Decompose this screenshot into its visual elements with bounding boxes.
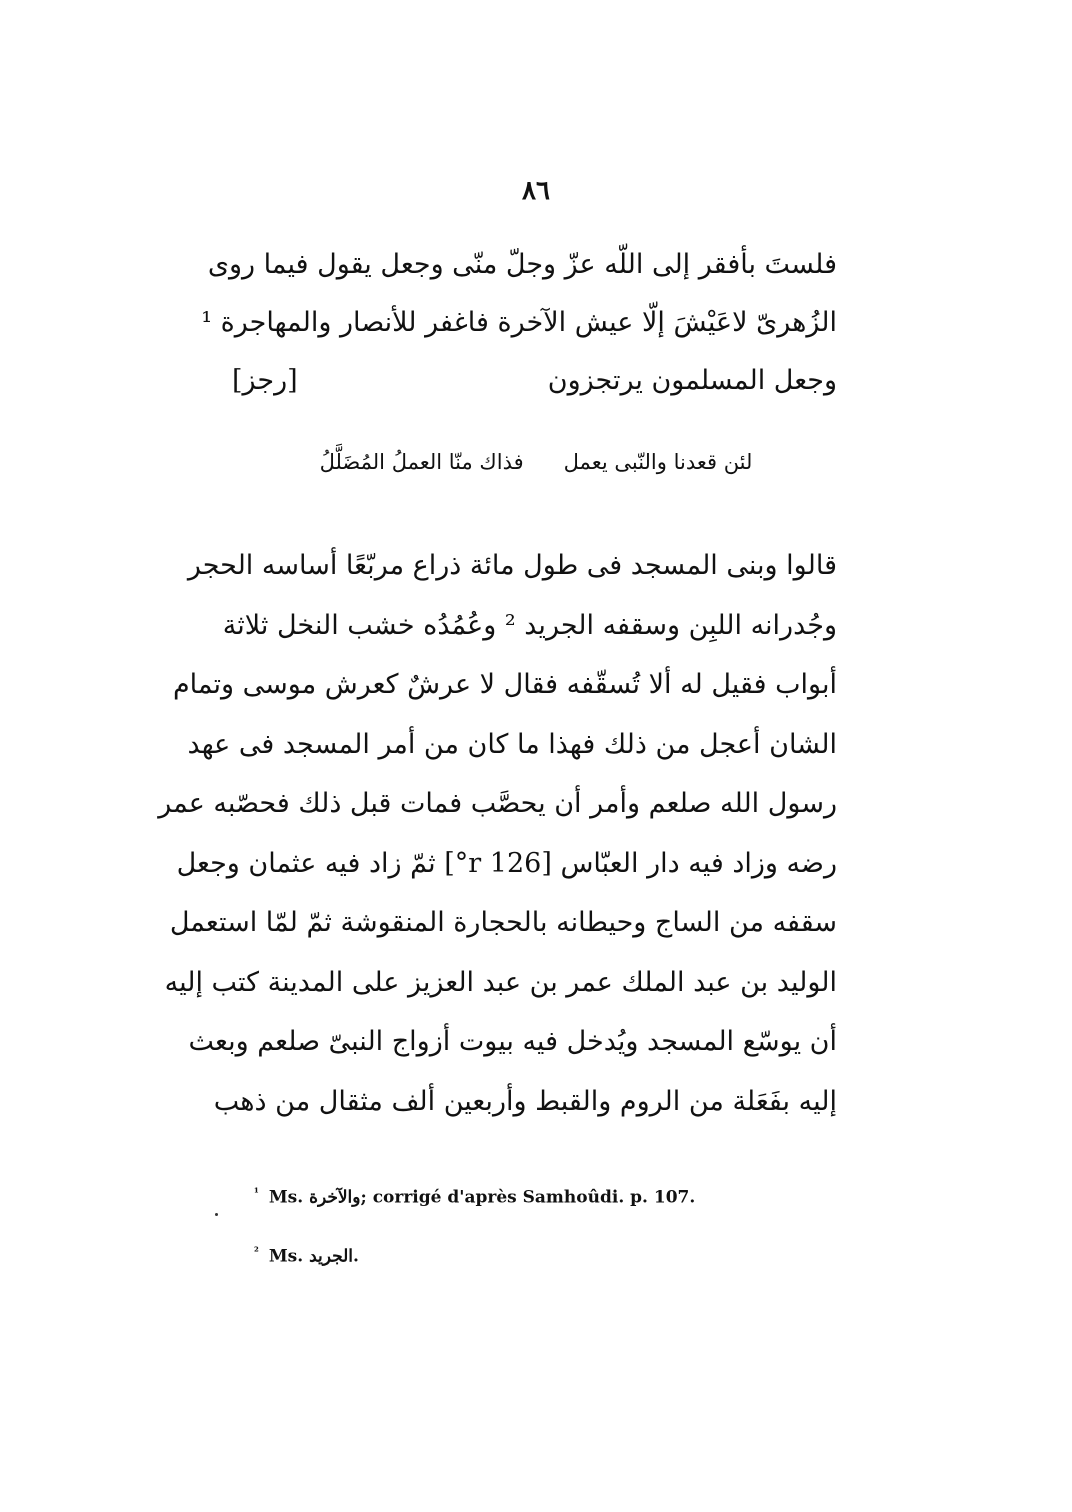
body-line-8: الوليد بن عبد الملك عمر بن عبد العزيز على المدينة كتب إليه: [164, 966, 837, 998]
meter-label: [رجز]: [232, 365, 298, 396]
page-number: ٨٦: [522, 176, 550, 206]
scan-speck: [215, 1213, 218, 1216]
footnote-2-marker: ²: [254, 1245, 259, 1258]
intro-line-3-text: وجعل المسلمون يرتجزون: [547, 365, 837, 396]
main-paragraph: [158, 536, 837, 1131]
body-line-1: قالوا وبنى المسجد فى طول مائة ذراع مربّعًا أساسه الحجر: [187, 550, 837, 581]
body-line-9: أن يوسّع المسجد ويُدخل فيه بيوت أزواج النبىّ صلعم وبعث: [188, 1026, 837, 1057]
footnote-2-text: Ms. الجريد.: [268, 1246, 359, 1267]
body-line-6: رضه وزاد فيه دار العبّاس [126 r°] ثمّ زاد فيه عثمان وجعل: [176, 847, 837, 879]
body-line-3: أبواب فقيل له ألا تُسقّفه فقال لا عرشٌ كعرش موسى وتمام: [172, 669, 837, 700]
body-line-4: الشان أعجل من ذلك فهذا ما كان من أمر المسجد فى عهد: [187, 728, 837, 760]
intro-line-2: الزُهرىّ لاعَيْشَ إلّا عيش الآخرة فاغفر للأنصار والمهاجرة ¹: [201, 307, 837, 338]
body-line-5: رسول الله صلعم وأمر أن يحصَّب فمات قبل ذلك فحصّبه عمر: [158, 788, 837, 819]
footnote-2: [254, 1245, 814, 1267]
footnote-1: [254, 1186, 814, 1208]
intro-line-3: [232, 352, 837, 410]
body-line-2: وجُدرانه اللبِن وسقفه الجريد ² وعُمُدُه خشب النخل ثلاثة: [222, 609, 837, 641]
footnote-1-marker: ¹: [254, 1186, 259, 1199]
intro-paragraph: [201, 236, 837, 410]
intro-line-1: فلستَ بأفقر إلى اللّه عزّ وجلّ منّى وجعل يقول فيما روى: [207, 249, 837, 280]
poetry-verse: [0, 450, 1072, 474]
footnote-1-text: Ms. والآخرة; corrigé d'après Samhoûdi. p. 107.: [268, 1187, 696, 1208]
body-line-7: سقفه من الساج وحيطانه بالحجارة المنقوشة ثمّ لمّا استعمل: [169, 907, 837, 938]
verse-hemistich-1: لئن قعدنا والنّبى يعمل: [563, 450, 753, 474]
body-line-10: إليه بفَعَلة من الروم والقبط وأربعين ألف مثقال من ذهب: [213, 1085, 837, 1117]
verse-hemistich-2: فذاك منّا العملُ المُضَلَّلُ: [319, 450, 524, 474]
